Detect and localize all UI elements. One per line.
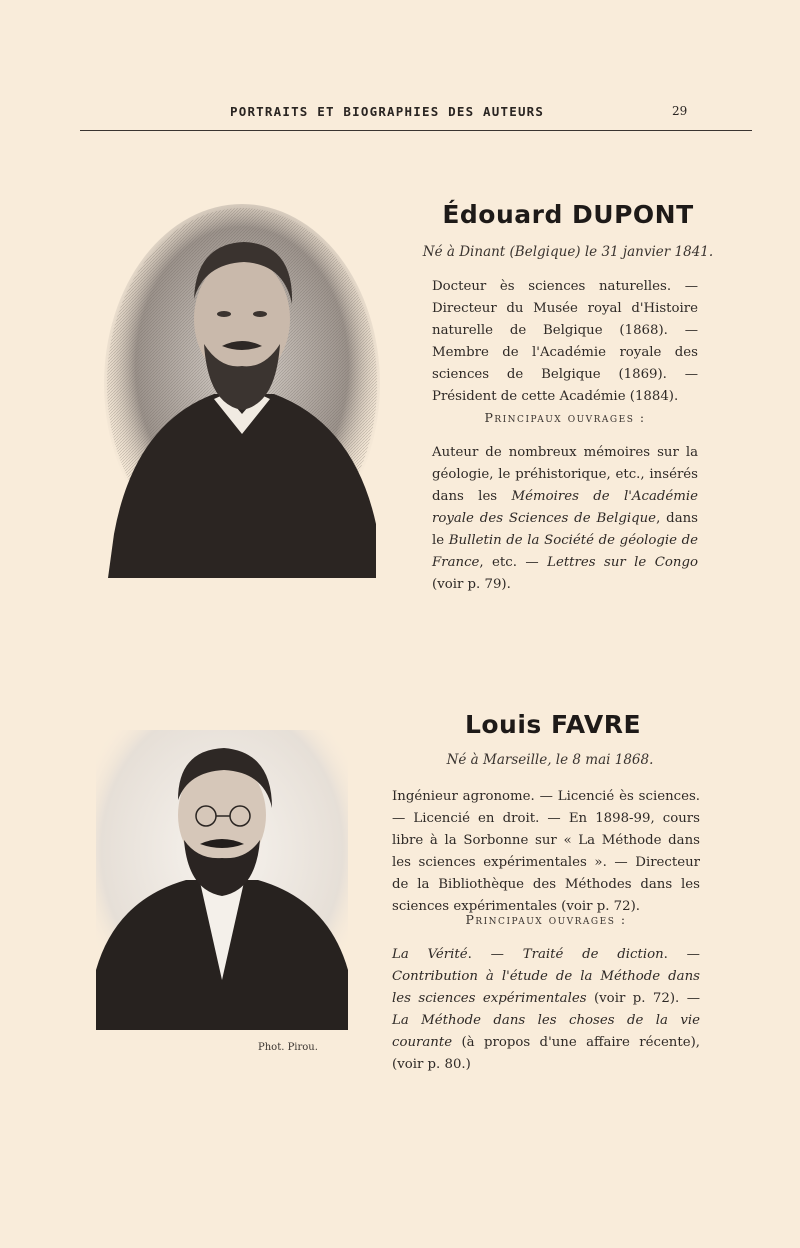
works-heading-favre: Principaux ouvrages : xyxy=(465,912,627,927)
bio-dupont: Docteur ès sciences naturelles. — Directeur du Musée royal d'Histoire naturelle de Belgique (1868). — Membre de l'Académie royale des sciences de Belgique (1869). — Président de cette Académie (1884). xyxy=(432,279,698,404)
author-name-favre: Louis FAVRE xyxy=(464,710,642,739)
works-heading-dupont: Principaux ouvrages : xyxy=(484,410,646,425)
running-title: PORTRAITS ET BIOGRAPHIES DES AUTEURS xyxy=(230,104,545,119)
dupont-portrait xyxy=(104,204,380,578)
works-dupont: Auteur de nombreux mémoires sur la géologie, le préhistorique, etc., insérés dans les Mémoires de l'Académie royale des Sciences de Belgique, dans le Bulletin de la Société de géologie de France, etc. — Lettres sur le Congo (voir p. 79). xyxy=(432,445,699,592)
bio-favre: Ingénieur agronome. — Licencié ès sciences. — Licencié en droit. — En 1898-99, cours libre à la Sorbonne sur « La Méthode dans les sciences expérimentales ». — Directeur de la Bibliothèque des Méthodes dans les sciences expérimentales (voir p. 72). xyxy=(392,789,700,914)
birth-line-favre: Né à Marseille, le 8 mai 1868. xyxy=(446,752,654,768)
page-number: 29 xyxy=(672,104,688,118)
photo-credit: Phot. Pirou. xyxy=(258,1042,318,1053)
running-head xyxy=(0,104,800,124)
author-name-dupont: Édouard DUPONT xyxy=(442,200,694,229)
header-rule xyxy=(80,130,752,131)
works-favre: La Vérité. — Traité de diction. — Contribution à l'étude de la Méthode dans les sciences expérimentales (voir p. 72). — La Méthode dans les choses de la vie courante (à propos d'une affaire récente), (voir p. 80.) xyxy=(392,947,700,1072)
favre-portrait xyxy=(96,730,348,1030)
birth-line-dupont: Né à Dinant (Belgique) le 31 janvier 1841. xyxy=(422,244,714,260)
